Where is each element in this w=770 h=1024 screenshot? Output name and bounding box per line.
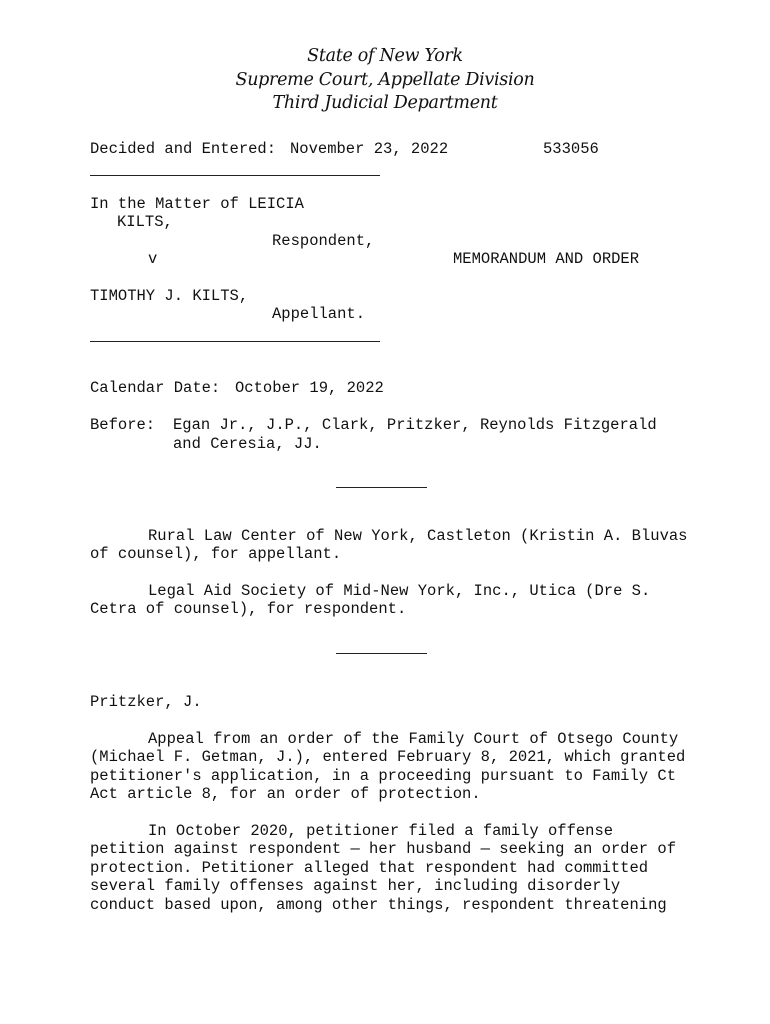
paragraph-line: Act article 8, for an order of protection.	[90, 785, 481, 803]
court-division: Supreme Court, Appellate Division	[235, 70, 535, 90]
before-justices-line1: Egan Jr., J.P., Clark, Pritzker, Reynolds Fitzgerald	[173, 416, 657, 434]
respondent-counsel-line1: Legal Aid Society of Mid-New York, Inc., Utica (Dre S.	[148, 582, 651, 600]
calendar-date: October 19, 2022	[235, 379, 384, 397]
document-title: MEMORANDUM AND ORDER	[453, 250, 640, 268]
caption-appellant-role: Appellant.	[272, 305, 366, 323]
caption-versus: v	[148, 250, 158, 268]
section-divider	[336, 487, 427, 488]
paragraph-line: (Michael F. Getman, J.), entered February 8, 2021, which granted	[90, 748, 686, 766]
caption-respondent-role: Respondent,	[272, 232, 375, 250]
paragraph-line: protection. Petitioner alleged that respondent had committed	[90, 859, 649, 877]
section-divider	[336, 653, 427, 654]
paragraph-line: petitioner's application, in a proceeding pursuant to Family Ct	[90, 767, 676, 785]
respondent-counsel-line2: Cetra of counsel), for respondent.	[90, 600, 407, 618]
caption-top-rule	[90, 175, 380, 176]
before-justices-line2: and Ceresia, JJ.	[173, 435, 322, 453]
paragraph-line: petition against respondent — her husband — seeking an order of	[90, 840, 676, 858]
calendar-label: Calendar Date:	[90, 379, 221, 397]
paragraph-line: conduct based upon, among other things, respondent threatening	[90, 896, 667, 914]
paragraph-line: Appeal from an order of the Family Court of Otsego County	[148, 730, 679, 748]
caption-petitioner-line2: KILTS,	[117, 213, 173, 231]
paragraph-line: In October 2020, petitioner filed a family offense	[148, 822, 614, 840]
caption-bottom-rule	[90, 341, 380, 342]
caption-petitioner-line1: In the Matter of LEICIA	[90, 195, 304, 213]
docket-number: 533056	[543, 140, 599, 158]
court-department: Third Judicial Department	[272, 93, 498, 113]
decided-label: Decided and Entered:	[90, 140, 277, 158]
before-label: Before:	[90, 416, 156, 434]
paragraph-line: several family offenses against her, including disorderly	[90, 877, 621, 895]
appellant-counsel-line1: Rural Law Center of New York, Castleton (Kristin A. Bluvas	[148, 527, 688, 545]
appellant-counsel-line2: of counsel), for appellant.	[90, 545, 342, 563]
court-name: State of New York	[307, 46, 463, 66]
decided-date: November 23, 2022	[290, 140, 449, 158]
opinion-author: Pritzker, J.	[90, 693, 202, 711]
caption-appellant-name: TIMOTHY J. KILTS,	[90, 287, 249, 305]
